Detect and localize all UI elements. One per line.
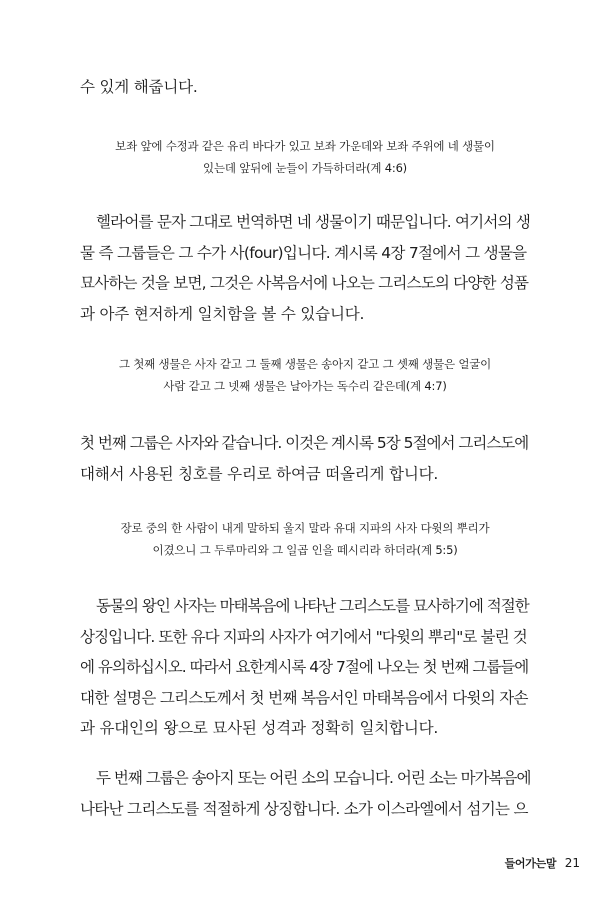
- text-line: 사람 같고 그 넷째 생물은 날아가는 독수리 같은데(계 4:7): [163, 379, 447, 393]
- text-line: 있는데 앞뒤에 눈들이 가득하더라(계 4:6): [203, 161, 407, 175]
- text-line: 수 있게 해줍니다.: [80, 78, 198, 96]
- paragraph-second-cherub: [80, 763, 530, 824]
- scripture-quote-rev-4-6: [80, 135, 530, 179]
- text-line: 장로 중의 한 사람이 내게 말하되 울지 말라 유대 지파의 사자 다윗의 뿌리가: [120, 521, 490, 535]
- page-number: 21: [564, 856, 580, 870]
- text-line: 상징입니다. 또한 유다 지파의 사자가 여기에서 "다윗의 뿌리"로 불린 것: [80, 627, 527, 646]
- scripture-quote-rev-4-7: [80, 353, 530, 397]
- text-line: 이겼으니 그 두루마리와 그 일곱 인을 떼시리라 하더라(계 5:5): [152, 543, 458, 557]
- text-line: 대해서 사용된 칭호를 우리로 하여금 떠올리게 합니다.: [80, 464, 439, 483]
- text-line: 에 유의하십시오. 따라서 요한계시록 4장 7절에 나오는 첫 번째 그룹들에: [80, 658, 529, 676]
- paragraph-four-creatures: [80, 207, 530, 329]
- paragraph-intro-end: [80, 72, 530, 103]
- page-footer: [505, 855, 580, 871]
- text-line: 동물의 왕인 사자는 마태복음에 나타난 그리스도를 묘사하기에 적절한: [96, 597, 529, 615]
- text-line: 대한 설명은 그리스도께서 첫 번째 복음서인 마태복음에서 다윗의 자손: [80, 688, 528, 707]
- paragraph-first-cherub: [80, 428, 530, 489]
- scripture-quote-rev-5-5: [80, 517, 530, 561]
- text-line: 과 유대인의 왕으로 묘사된 성격과 정확히 일치합니다.: [80, 719, 439, 737]
- text-line: 두 번째 그룹은 송아지 또는 어린 소의 모습니다. 어린 소는 마가복음에: [96, 769, 531, 787]
- text-line: 보좌 앞에 수정과 같은 유리 바다가 있고 보좌 가운데와 보좌 주위에 네 생물이: [115, 139, 495, 153]
- text-line: 그 첫째 생물은 사자 같고 그 둘째 생물은 송아지 같고 그 셋째 생물은 얼굴이: [118, 357, 492, 371]
- text-line: 물 즉 그룹들은 그 수가 사(four)입니다. 계시록 4장 7절에서 그 생물을: [80, 243, 527, 262]
- text-line: 묘사하는 것을 보면, 그것은 사복음서에 나오는 그리스도의 다양한 성품: [80, 274, 529, 292]
- text-line: 과 아주 현저하게 일치함을 볼 수 있습니다.: [80, 304, 365, 323]
- text-line: 첫 번째 그룹은 사자와 같습니다. 이것은 계시록 5장 5절에서 그리스도에: [80, 434, 529, 452]
- text-line: 나타난 그리스도를 적절하게 상징합니다. 소가 이스라엘에서 섬기는 으: [80, 799, 528, 818]
- paragraph-lion-symbol: [80, 591, 530, 744]
- running-title: 들어가는말: [504, 857, 557, 870]
- text-line: 헬라어를 문자 그대로 번역하면 네 생물이기 때문입니다. 여기서의 생: [96, 213, 530, 231]
